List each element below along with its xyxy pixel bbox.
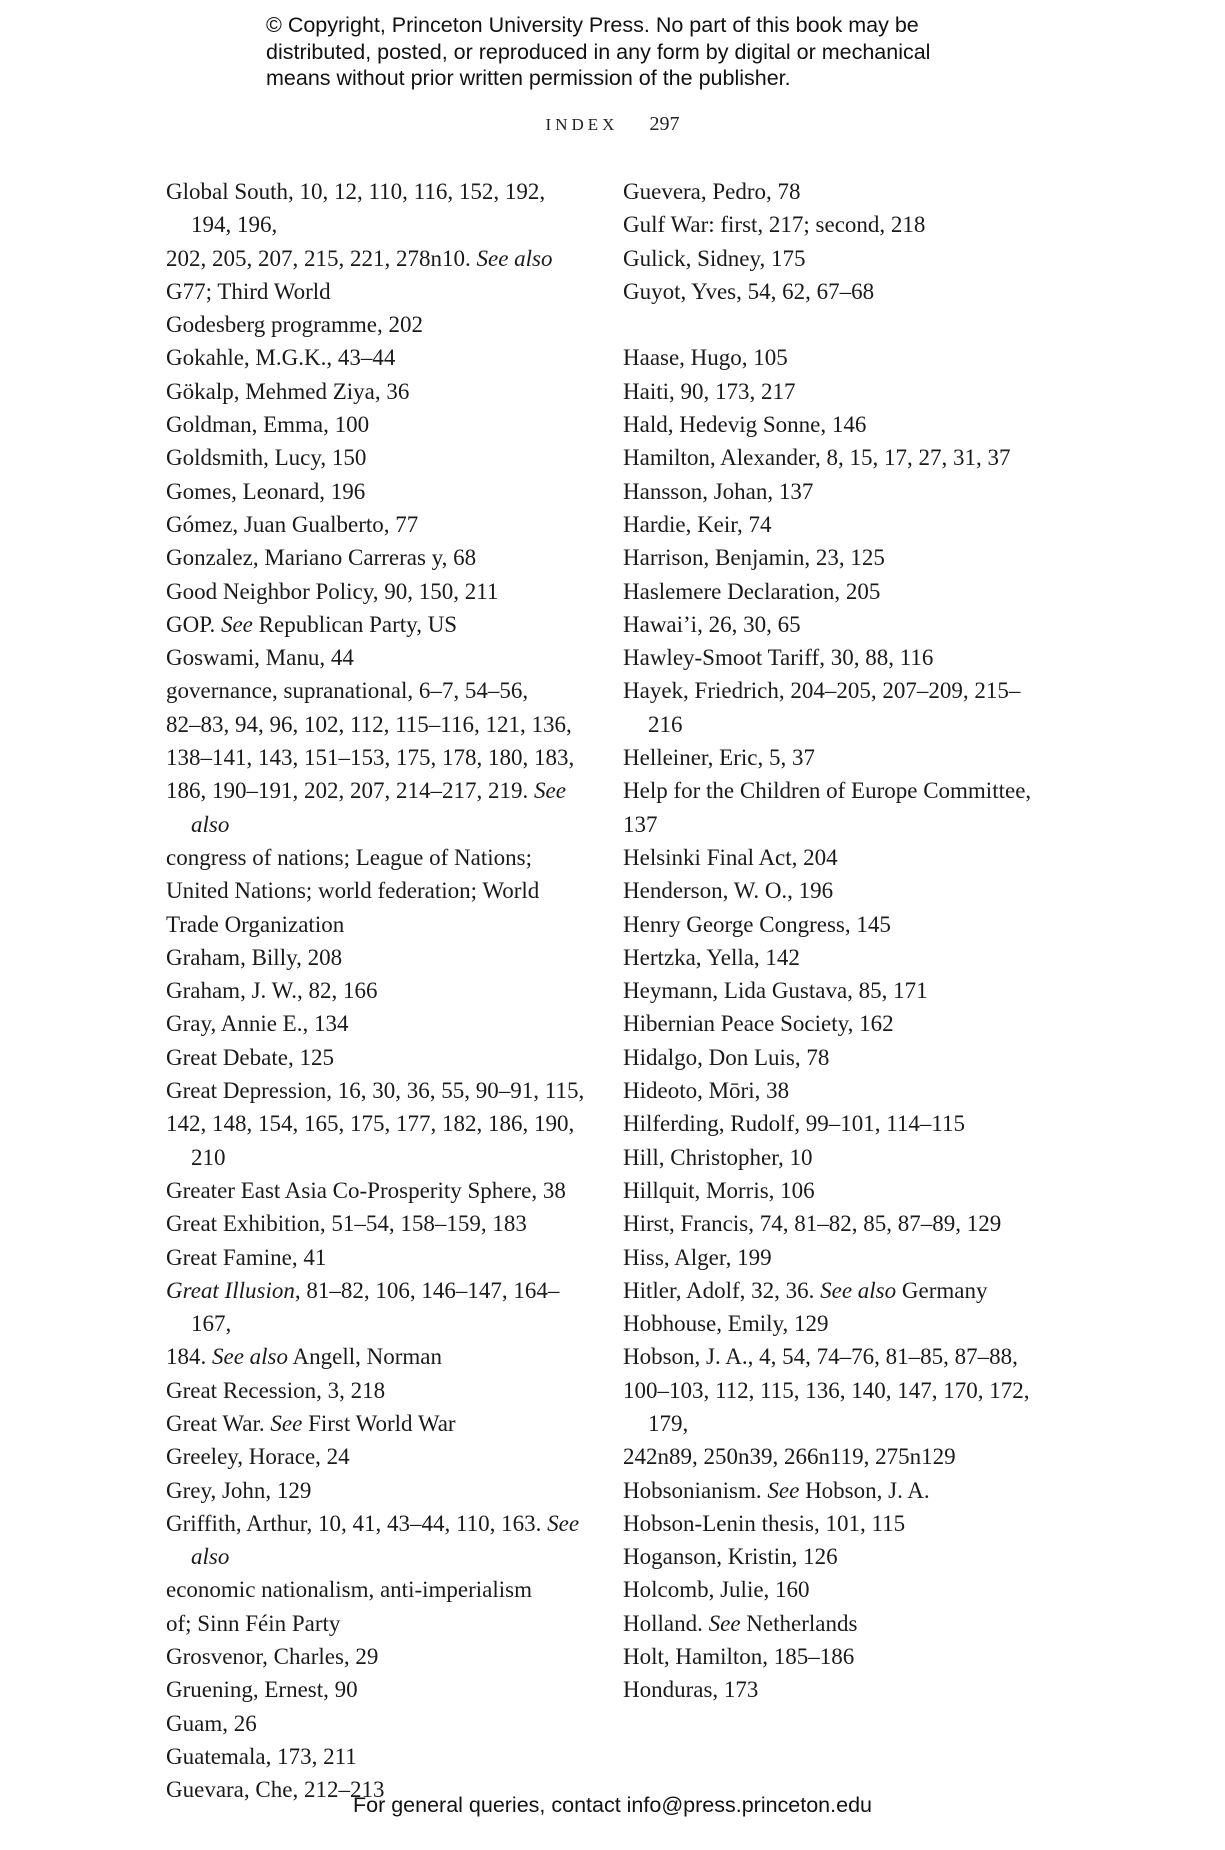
index-entry-line	[623, 375, 1043, 408]
index-entry-line	[166, 441, 586, 474]
index-entry-line	[166, 1474, 586, 1507]
index-entry-line	[623, 608, 1043, 641]
entry-text: Goldsmith, Lucy, 150	[166, 445, 367, 471]
index-entry	[166, 175, 586, 308]
index-entry-line	[623, 641, 1043, 674]
index-entry	[623, 1074, 1043, 1107]
index-entry-line	[623, 1141, 1043, 1174]
entry-text: Gulick, Sidney, 175	[623, 245, 806, 271]
index-entry	[623, 1107, 1043, 1140]
index-entry-line	[166, 708, 586, 741]
index-entry	[623, 375, 1043, 408]
index-entry-line	[166, 1707, 586, 1740]
index-entry	[166, 1241, 586, 1274]
index-entry	[166, 308, 586, 341]
index-entry-line	[166, 175, 586, 242]
index-entry-line	[623, 1607, 1043, 1640]
entry-text: Angell, Norman	[288, 1344, 442, 1370]
index-entry-line	[623, 1207, 1043, 1240]
entry-text: Hobhouse, Emily, 129	[623, 1311, 829, 1337]
entry-text: Goswami, Manu, 44	[166, 645, 354, 671]
index-entry-line	[166, 774, 586, 841]
entry-text: Gonzalez, Mariano Carreras y, 68	[166, 545, 477, 571]
index-entry-line	[166, 1241, 586, 1274]
index-entry	[166, 1041, 586, 1074]
index-entry-line	[623, 1540, 1043, 1573]
index-entry-line	[623, 1507, 1043, 1540]
index-entry	[623, 908, 1043, 941]
index-entry	[166, 341, 586, 374]
entry-text: Hoganson, Kristin, 126	[623, 1544, 838, 1570]
index-entry	[623, 208, 1043, 241]
entry-text: Global South, 10, 12, 110, 116, 152, 192, 194, 196,	[166, 179, 546, 238]
entry-text: Hirst, Francis, 74, 81–82, 85, 87–89, 129	[623, 1211, 1002, 1237]
entry-text: Holland.	[623, 1610, 709, 1636]
entry-text: Netherlands	[740, 1610, 858, 1636]
index-entry-line	[623, 441, 1043, 474]
index-entry-line	[166, 308, 586, 341]
index-entry-line	[623, 874, 1043, 907]
entry-text: Holcomb, Julie, 160	[623, 1577, 810, 1603]
entry-text: economic nationalism, anti-imperialism	[166, 1577, 532, 1603]
entry-text: Good Neighbor Policy, 90, 150, 211	[166, 578, 499, 604]
entry-text: Hansson, Johan, 137	[623, 478, 814, 504]
cross-reference-term: See	[220, 611, 253, 637]
index-entry	[623, 1340, 1043, 1473]
index-entry-line	[166, 508, 586, 541]
index-entry	[166, 1640, 586, 1673]
entry-text: Hawley-Smoot Tariff, 30, 88, 116	[623, 645, 934, 671]
entry-text: Great War.	[166, 1410, 271, 1436]
index-entry-line	[623, 575, 1043, 608]
entry-text: Hitler, Adolf, 32, 36.	[623, 1277, 821, 1303]
index-column-right	[623, 175, 1043, 1707]
index-entry-line	[166, 1274, 586, 1341]
index-entry-line	[623, 1573, 1043, 1606]
index-entry	[623, 1640, 1043, 1673]
entry-text: First World War	[302, 1410, 456, 1436]
index-entry-line	[166, 874, 586, 907]
entry-text: Grey, John, 129	[166, 1477, 312, 1503]
index-entry	[623, 974, 1043, 1007]
index-entry-line	[623, 741, 1043, 774]
entry-text: Holt, Hamilton, 185–186	[623, 1644, 855, 1670]
index-entry-line	[166, 242, 586, 275]
index-entry-line	[623, 1241, 1043, 1274]
index-entry	[623, 1241, 1043, 1274]
index-entry	[166, 1007, 586, 1040]
index-entry	[623, 1573, 1043, 1606]
index-entry	[166, 974, 586, 1007]
index-entry	[623, 841, 1043, 874]
index-entry-line	[623, 1274, 1043, 1307]
entry-text: Hibernian Peace Society, 162	[623, 1011, 894, 1037]
index-entry	[623, 674, 1043, 741]
entry-text: Hobson, J. A., 4, 54, 74–76, 81–85, 87–88,	[623, 1344, 1018, 1370]
copyright-line: means without prior written permission of the publisher.	[266, 66, 791, 90]
entry-text: 142, 148, 154, 165, 175, 177, 182, 186, 190, 210	[166, 1111, 575, 1170]
entry-text: Gomes, Leonard, 196	[166, 478, 366, 504]
index-entry-line	[166, 1740, 586, 1773]
index-entry-line	[166, 674, 586, 707]
index-entry-line	[166, 1340, 586, 1373]
index-entry-line	[166, 1640, 586, 1673]
index-entry-line	[623, 1640, 1043, 1673]
entry-text: Graham, J. W., 82, 166	[166, 978, 378, 1004]
cross-reference-term: See also	[191, 778, 566, 837]
index-entry-line	[166, 1074, 586, 1107]
running-head	[0, 113, 1225, 136]
index-entry	[623, 941, 1043, 974]
entry-text: Hamilton, Alexander, 8, 15, 17, 27, 31, 37	[623, 445, 1011, 471]
index-entry-line	[623, 475, 1043, 508]
index-entry	[623, 1007, 1043, 1040]
index-entry-line	[623, 774, 1043, 807]
index-entry	[166, 1374, 586, 1407]
entry-text: Haiti, 90, 173, 217	[623, 378, 796, 404]
index-entry-line	[623, 908, 1043, 941]
index-entry-line	[166, 1407, 586, 1440]
entry-text: congress of nations; League of Nations;	[166, 844, 532, 870]
entry-text: Guyot, Yves, 54, 62, 67–68	[623, 278, 875, 304]
entry-text: Hiss, Alger, 199	[623, 1244, 772, 1270]
cross-reference-term: See also	[820, 1277, 897, 1303]
entry-text: Gökalp, Mehmed Ziya, 36	[166, 378, 410, 404]
index-entry	[623, 874, 1043, 907]
index-entry	[623, 1274, 1043, 1307]
index-entry-line	[623, 1007, 1043, 1040]
index-entry-line	[623, 242, 1043, 275]
entry-text: Hillquit, Morris, 106	[623, 1177, 815, 1203]
index-entry	[166, 375, 586, 408]
entry-text: Republican Party, US	[252, 611, 458, 637]
index-entry	[623, 1507, 1043, 1540]
cross-reference-term: See	[708, 1610, 741, 1636]
index-entry-line	[166, 375, 586, 408]
index-entry	[623, 575, 1043, 608]
index-entry-line	[623, 275, 1043, 308]
index-entry-line	[166, 1107, 586, 1174]
entry-text: , 81–82, 106, 146–147, 164–167,	[191, 1277, 560, 1337]
index-entry	[166, 441, 586, 474]
index-entry	[623, 774, 1043, 841]
index-entry-line	[623, 1440, 1043, 1473]
index-entry-line	[166, 608, 586, 641]
index-entry	[166, 1274, 586, 1374]
entry-text: Hobson-Lenin thesis, 101, 115	[623, 1510, 906, 1536]
entry-text: Gulf War: first, 217; second, 218	[623, 212, 926, 238]
entry-text: 82–83, 94, 96, 102, 112, 115–116, 121, 136,	[166, 711, 572, 737]
index-entry-line	[166, 408, 586, 441]
index-entry-line	[166, 1440, 586, 1473]
index-entry	[623, 641, 1043, 674]
index-entry-line	[166, 1507, 586, 1574]
index-entry-line	[623, 941, 1043, 974]
entry-text: Gruening, Ernest, 90	[166, 1677, 358, 1703]
entry-text: governance, supranational, 6–7, 54–56,	[166, 678, 529, 704]
index-entry-line	[166, 275, 586, 308]
index-entry	[166, 1740, 586, 1773]
index-entry	[166, 408, 586, 441]
entry-text: Henry George Congress, 145	[623, 911, 891, 937]
entry-text: Great Recession, 3, 218	[166, 1377, 386, 1403]
entry-text: Hilferding, Rudolf, 99–101, 114–115	[623, 1111, 965, 1137]
entry-text: 202, 205, 207, 215, 221, 278n10.	[166, 245, 477, 271]
entry-text: Hayek, Friedrich, 204–205, 207–209, 215–216	[623, 678, 1021, 737]
index-entry	[623, 1041, 1043, 1074]
cross-reference-term: See	[270, 1410, 303, 1436]
entry-text: Heymann, Lida Gustava, 85, 171	[623, 978, 928, 1004]
entry-text: 137	[623, 811, 658, 837]
index-entry	[623, 242, 1043, 275]
entry-text: Hobsonianism.	[623, 1477, 768, 1503]
index-entry-line	[166, 541, 586, 574]
entry-text: 100–103, 112, 115, 136, 140, 147, 170, 172, 179,	[623, 1377, 1030, 1436]
index-entry-line	[166, 1573, 586, 1606]
entry-text: Haslemere Declaration, 205	[623, 578, 881, 604]
index-entry-line	[166, 641, 586, 674]
cross-reference-term: See also	[212, 1344, 289, 1370]
entry-text: Guam, 26	[166, 1710, 257, 1736]
index-entry	[166, 1207, 586, 1240]
index-entry	[623, 741, 1043, 774]
index-entry	[166, 641, 586, 674]
index-entry	[623, 408, 1043, 441]
entry-text: Haase, Hugo, 105	[623, 345, 788, 371]
entry-text: Great Famine, 41	[166, 1244, 327, 1270]
index-entry-line	[623, 208, 1043, 241]
index-entry-line	[166, 475, 586, 508]
copyright-notice	[266, 12, 986, 92]
entry-text: 186, 190–191, 202, 207, 214–217, 219.	[166, 778, 534, 804]
cross-reference-term: See	[767, 1477, 800, 1503]
entry-text: Great Debate, 125	[166, 1044, 334, 1070]
entry-text: Hardie, Keir, 74	[623, 511, 772, 537]
index-entry	[623, 175, 1043, 208]
cross-reference-term: See also	[191, 1510, 580, 1570]
index-entry-line	[166, 941, 586, 974]
entry-text: Guevera, Pedro, 78	[623, 179, 801, 204]
entry-text: Hald, Hedevig Sonne, 146	[623, 412, 867, 438]
entry-text: GOP.	[166, 611, 221, 637]
index-entry	[166, 941, 586, 974]
entry-text: Helleiner, Eric, 5, 37	[623, 745, 815, 771]
cross-reference-term: Great Illusion	[166, 1277, 295, 1303]
index-entry	[623, 608, 1043, 641]
index-entry	[166, 1174, 586, 1207]
entry-text: Honduras, 173	[623, 1677, 759, 1703]
index-entry	[623, 541, 1043, 574]
index-entry-line	[166, 1174, 586, 1207]
index-entry-line	[166, 575, 586, 608]
index-entry	[623, 475, 1043, 508]
entry-text: Hawai’i, 26, 30, 65	[623, 611, 801, 637]
index-entry-line	[166, 908, 586, 941]
index-entry	[166, 1407, 586, 1440]
index-entry	[166, 1474, 586, 1507]
cross-reference-term: See also	[476, 245, 553, 271]
index-entry-line	[623, 175, 1043, 208]
index-entry	[166, 674, 586, 940]
index-entry	[623, 1540, 1043, 1573]
entry-text: Hertzka, Yella, 142	[623, 944, 800, 970]
index-entry-line	[623, 1074, 1043, 1107]
entry-text: Hidalgo, Don Luis, 78	[623, 1044, 830, 1070]
entry-text: Guatemala, 173, 211	[166, 1743, 357, 1769]
index-entry-line	[166, 341, 586, 374]
index-entry-line	[623, 974, 1043, 1007]
index-entry	[623, 1474, 1043, 1507]
index-entry-line	[623, 1474, 1043, 1507]
index-entry-line	[623, 1041, 1043, 1074]
index-entry-line	[166, 974, 586, 1007]
index-entry	[623, 441, 1043, 474]
index-entry	[623, 1207, 1043, 1240]
entry-text: of; Sinn Féin Party	[166, 1610, 341, 1636]
index-entry-line	[166, 1007, 586, 1040]
index-entry-line	[623, 1374, 1043, 1441]
index-entry-line	[623, 1340, 1043, 1373]
index-entry-line	[166, 1607, 586, 1640]
index-entry-line	[623, 674, 1043, 741]
entry-text: Great Depression, 16, 30, 36, 55, 90–91, 115,	[166, 1078, 585, 1104]
entry-text: Helsinki Final Act, 204	[623, 844, 838, 870]
index-entry	[623, 1141, 1043, 1174]
index-entry-line	[166, 741, 586, 774]
entry-text: Help for the Children of Europe Committee,	[623, 778, 1032, 804]
entry-text: Gokahle, M.G.K., 43–44	[166, 345, 396, 371]
entry-text: Trade Organization	[166, 911, 345, 937]
entry-text: Guevara, Che, 212–213	[166, 1777, 385, 1803]
index-entry-line	[623, 1107, 1043, 1140]
entry-text: Godesberg programme, 202	[166, 312, 423, 338]
entry-text: 138–141, 143, 151–153, 175, 178, 180, 183,	[166, 745, 575, 771]
index-entry	[623, 1174, 1043, 1207]
index-entry-line	[623, 1673, 1043, 1706]
index-entry-line	[623, 408, 1043, 441]
entry-text: G77; Third World	[166, 278, 331, 304]
entry-text: Henderson, W. O., 196	[623, 878, 834, 904]
entry-text: Graham, Billy, 208	[166, 944, 343, 970]
entry-text: Hideoto, Mōri, 38	[623, 1078, 790, 1104]
copyright-line: © Copyright, Princeton University Press. No part of this book may be	[266, 13, 919, 37]
entry-text: Gómez, Juan Gualberto, 77	[166, 511, 419, 537]
entry-text: Germany	[896, 1277, 988, 1303]
index-entry-line	[623, 841, 1043, 874]
entry-text: Harrison, Benjamin, 23, 125	[623, 545, 885, 571]
entry-text: Greeley, Horace, 24	[166, 1444, 350, 1470]
index-entry	[166, 608, 586, 641]
index-entry-line	[623, 541, 1043, 574]
index-entry	[166, 1074, 586, 1174]
copyright-line: distributed, posted, or reproduced in any form by digital or mechanical	[266, 39, 931, 64]
entry-text: 184.	[166, 1344, 212, 1370]
index-entry	[166, 1507, 586, 1640]
index-entry	[623, 341, 1043, 374]
index-column-left	[166, 175, 586, 1807]
running-head-label: INDEX	[545, 115, 619, 134]
index-entry-line	[623, 1307, 1043, 1340]
index-entry	[166, 1707, 586, 1740]
page-number: 297	[649, 113, 680, 135]
entry-text: Gray, Annie E., 134	[166, 1011, 349, 1037]
index-entry-line	[166, 1041, 586, 1074]
index-entry	[623, 1607, 1043, 1640]
index-entry-line	[623, 1174, 1043, 1207]
entry-text: Goldman, Emma, 100	[166, 412, 370, 438]
entry-text: Great Exhibition, 51–54, 158–159, 183	[166, 1211, 527, 1237]
index-entry	[166, 508, 586, 541]
index-entry-line	[166, 1207, 586, 1240]
index-entry	[623, 275, 1043, 308]
entry-text: Griffith, Arthur, 10, 41, 43–44, 110, 163.	[166, 1510, 548, 1536]
index-entry	[166, 1673, 586, 1706]
entry-text: Grosvenor, Charles, 29	[166, 1644, 379, 1670]
index-entry-line	[166, 1374, 586, 1407]
index-entry	[166, 541, 586, 574]
index-entry-line	[623, 341, 1043, 374]
index-entry-line	[623, 508, 1043, 541]
index-entry	[623, 1307, 1043, 1340]
entry-text: 242n89, 250n39, 266n119, 275n129	[623, 1444, 956, 1470]
index-entry	[166, 575, 586, 608]
index-entry	[623, 508, 1043, 541]
index-entry-line	[166, 841, 586, 874]
entry-text: Hill, Christopher, 10	[623, 1144, 813, 1170]
index-entry-line	[623, 808, 1043, 841]
index-entry	[166, 1440, 586, 1473]
footer-contact: For general queries, contact info@press.princeton.edu	[352, 1793, 872, 1817]
index-entry	[166, 475, 586, 508]
entry-text: Hobson, J. A.	[799, 1477, 930, 1503]
index-entry	[623, 1673, 1043, 1706]
entry-text: Greater East Asia Co-Prosperity Sphere, 38	[166, 1177, 566, 1203]
entry-text: United Nations; world federation; World	[166, 878, 540, 904]
index-entry-line	[166, 1673, 586, 1706]
